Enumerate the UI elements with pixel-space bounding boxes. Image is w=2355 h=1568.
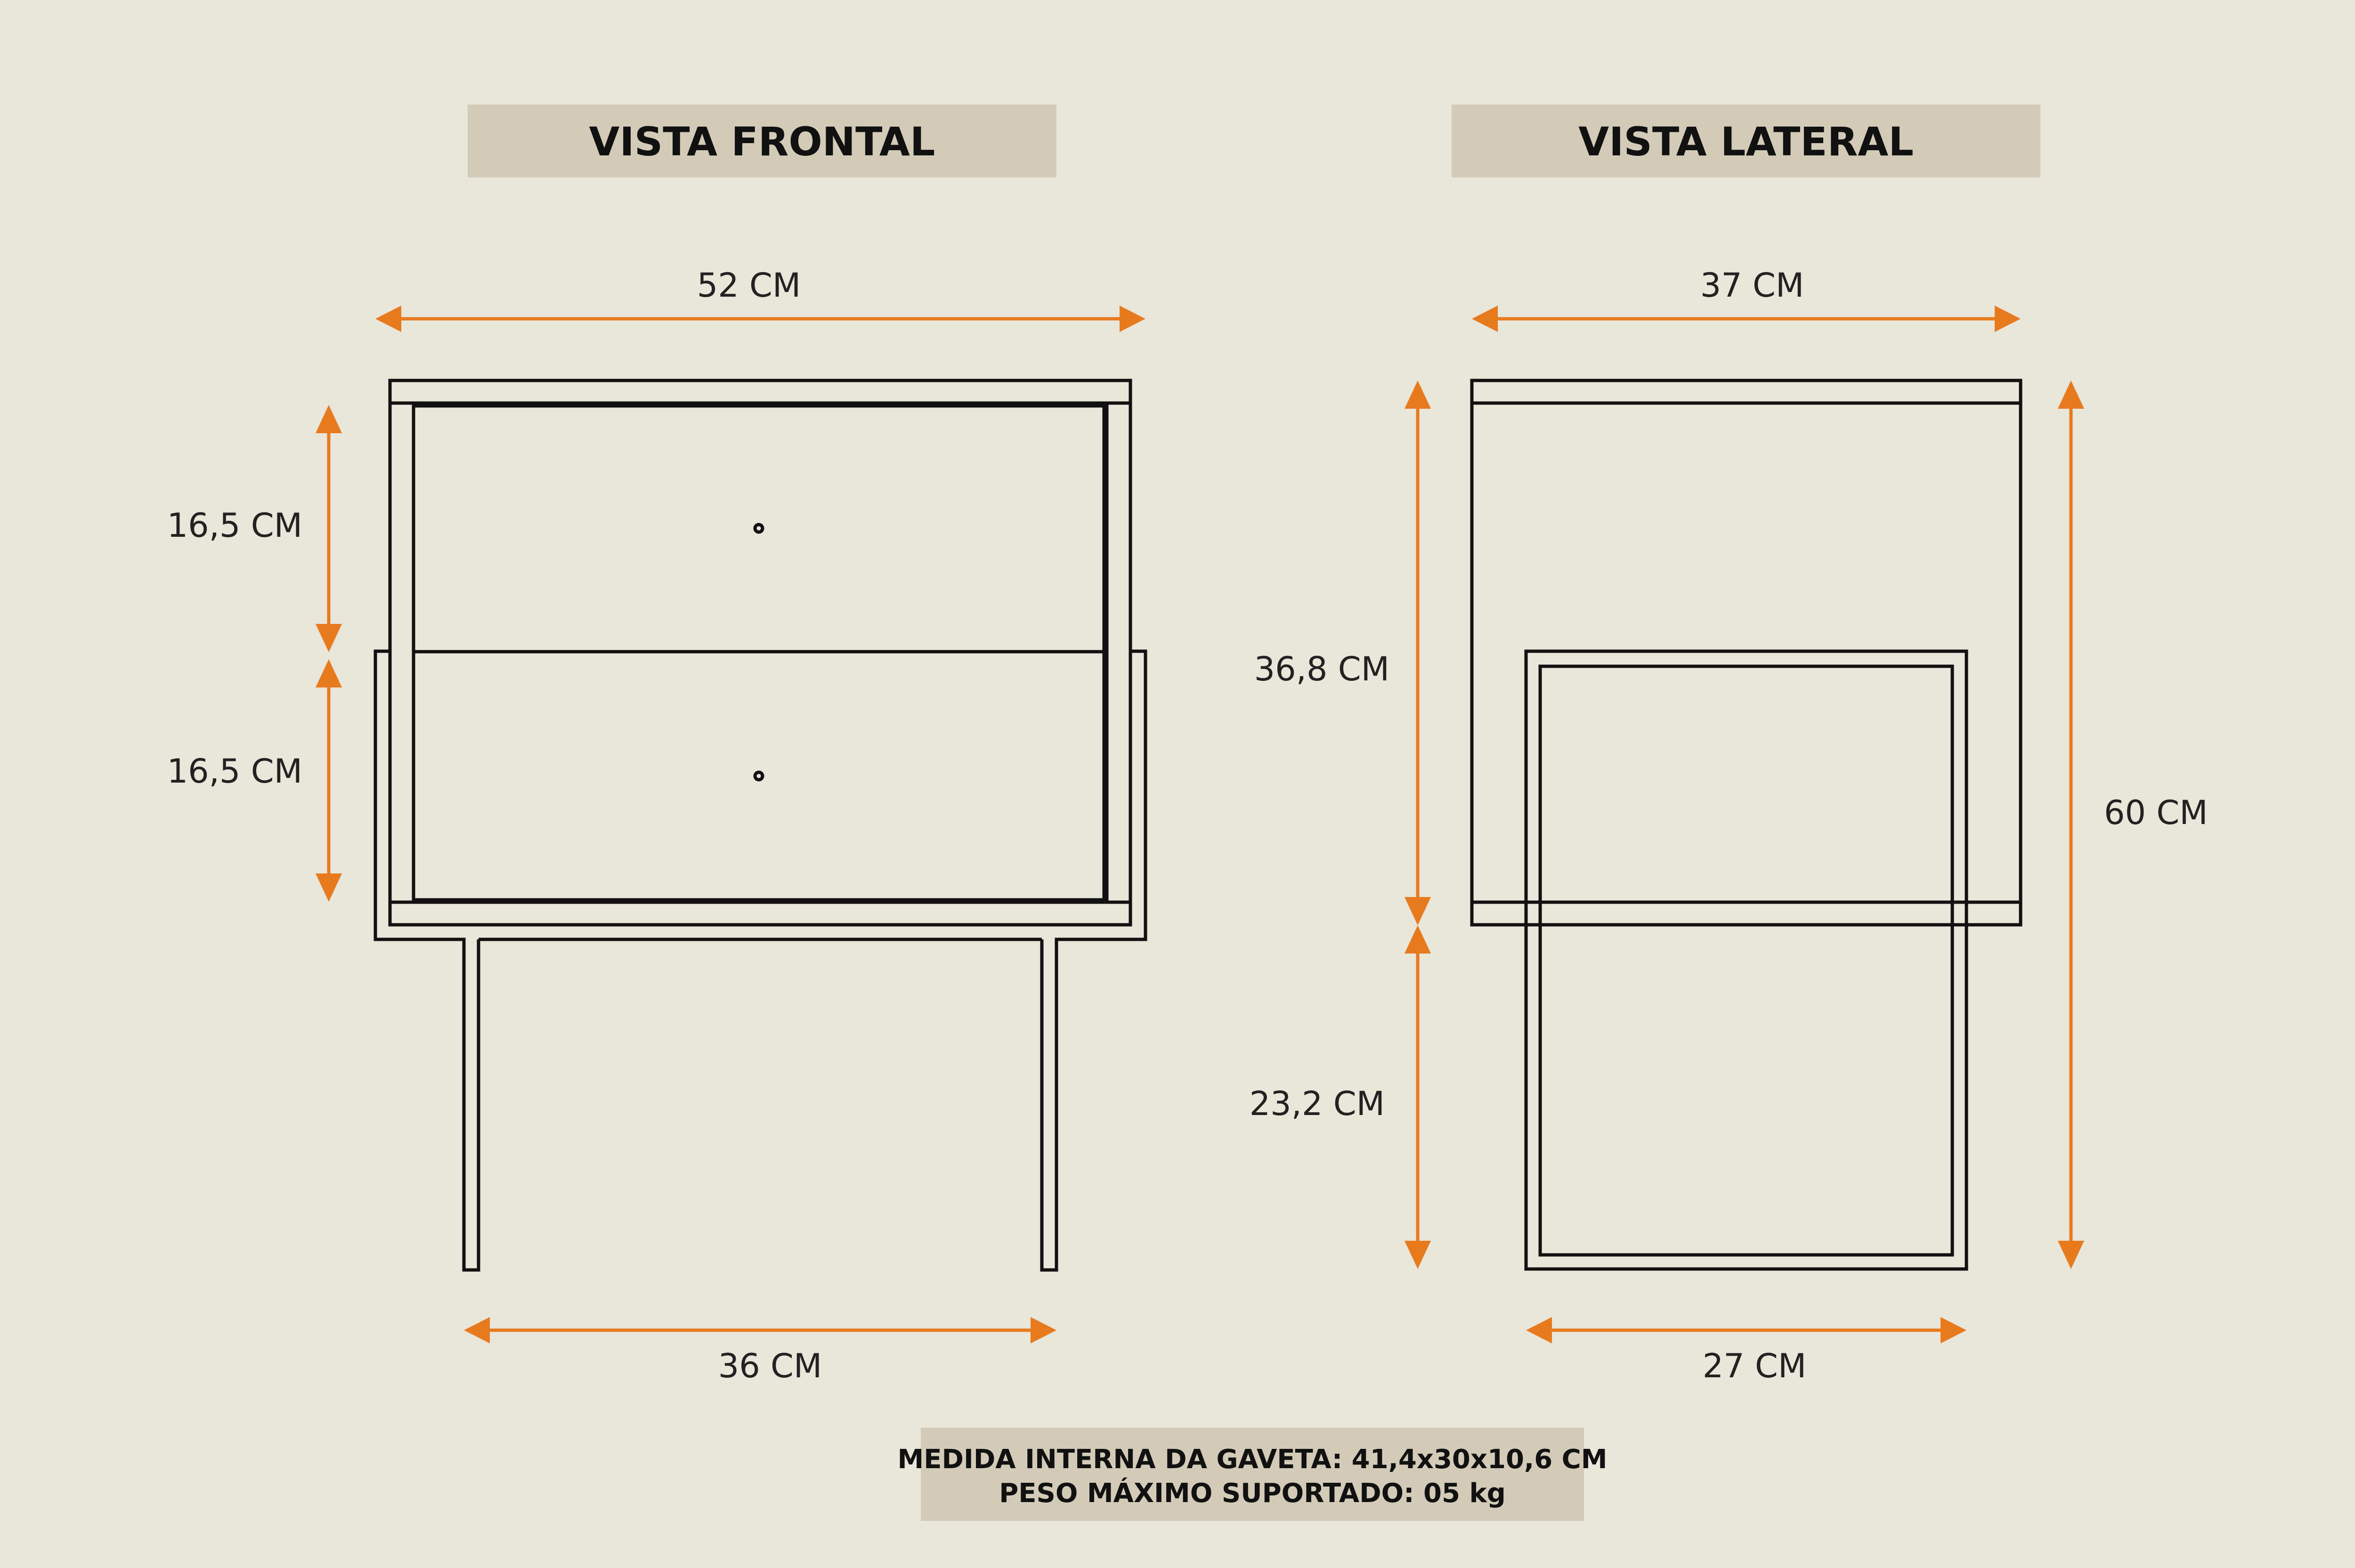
notes-line-1: MEDIDA INTERNA DA GAVETA: 41,4x30x10,6 CM [897,1444,1608,1475]
dim-front-drawer-top [167,405,342,652]
side-view-title [1452,105,2040,178]
dim-side-depth-top [1472,266,2021,332]
dim-front-drawer-bottom-label: 16,5 CM [167,752,302,791]
dim-side-leg-height [1250,925,1431,1269]
dim-side-body-height-label: 36,8 CM [1254,650,1389,688]
dim-side-total-height-label: 60 CM [2104,793,2208,832]
notes-line-2: PESO MÁXIMO SUPORTADO: 05 kg [999,1478,1506,1509]
front-view-title [468,105,1056,178]
front-drawer-top [414,406,1104,652]
side-top-board [1472,380,2021,403]
side-view-furniture [1472,380,2021,1269]
front-view-furniture [375,380,1145,1270]
dim-side-total-height [2058,380,2208,1269]
front-view-title-text: VISTA FRONTAL [589,119,935,165]
dim-front-drawer-bottom [167,659,342,902]
front-top-board [390,380,1130,403]
dim-side-leg-height-label: 23,2 CM [1249,1084,1385,1123]
drawer-knob-bottom-icon [755,772,763,780]
side-frame-outer [1526,651,1966,1269]
dim-side-legs-depth [1526,1317,1966,1385]
front-right-panel [1107,403,1130,902]
front-left-panel [390,403,414,902]
drawer-knob-top-icon [755,525,763,532]
dim-side-legs-depth-label: 27 CM [1702,1347,1807,1385]
dim-front-legs-width-label: 36 CM [718,1347,822,1385]
side-view-title-text: VISTA LATERAL [1578,119,1914,165]
front-drawer-bottom [414,652,1104,900]
dim-front-width-top [375,266,1145,332]
front-bottom-board [390,902,1130,925]
dim-front-legs-width [464,1317,1056,1385]
dim-side-body-height [1254,380,1431,925]
dim-front-drawer-top-label: 16,5 CM [167,506,302,545]
notes-box [898,1428,1608,1521]
side-frame-inner [1540,666,1952,1255]
dim-side-depth-top-label: 37 CM [1700,266,1804,305]
dim-front-width-top-label: 52 CM [697,266,801,305]
side-bottom-board [1472,902,2021,925]
